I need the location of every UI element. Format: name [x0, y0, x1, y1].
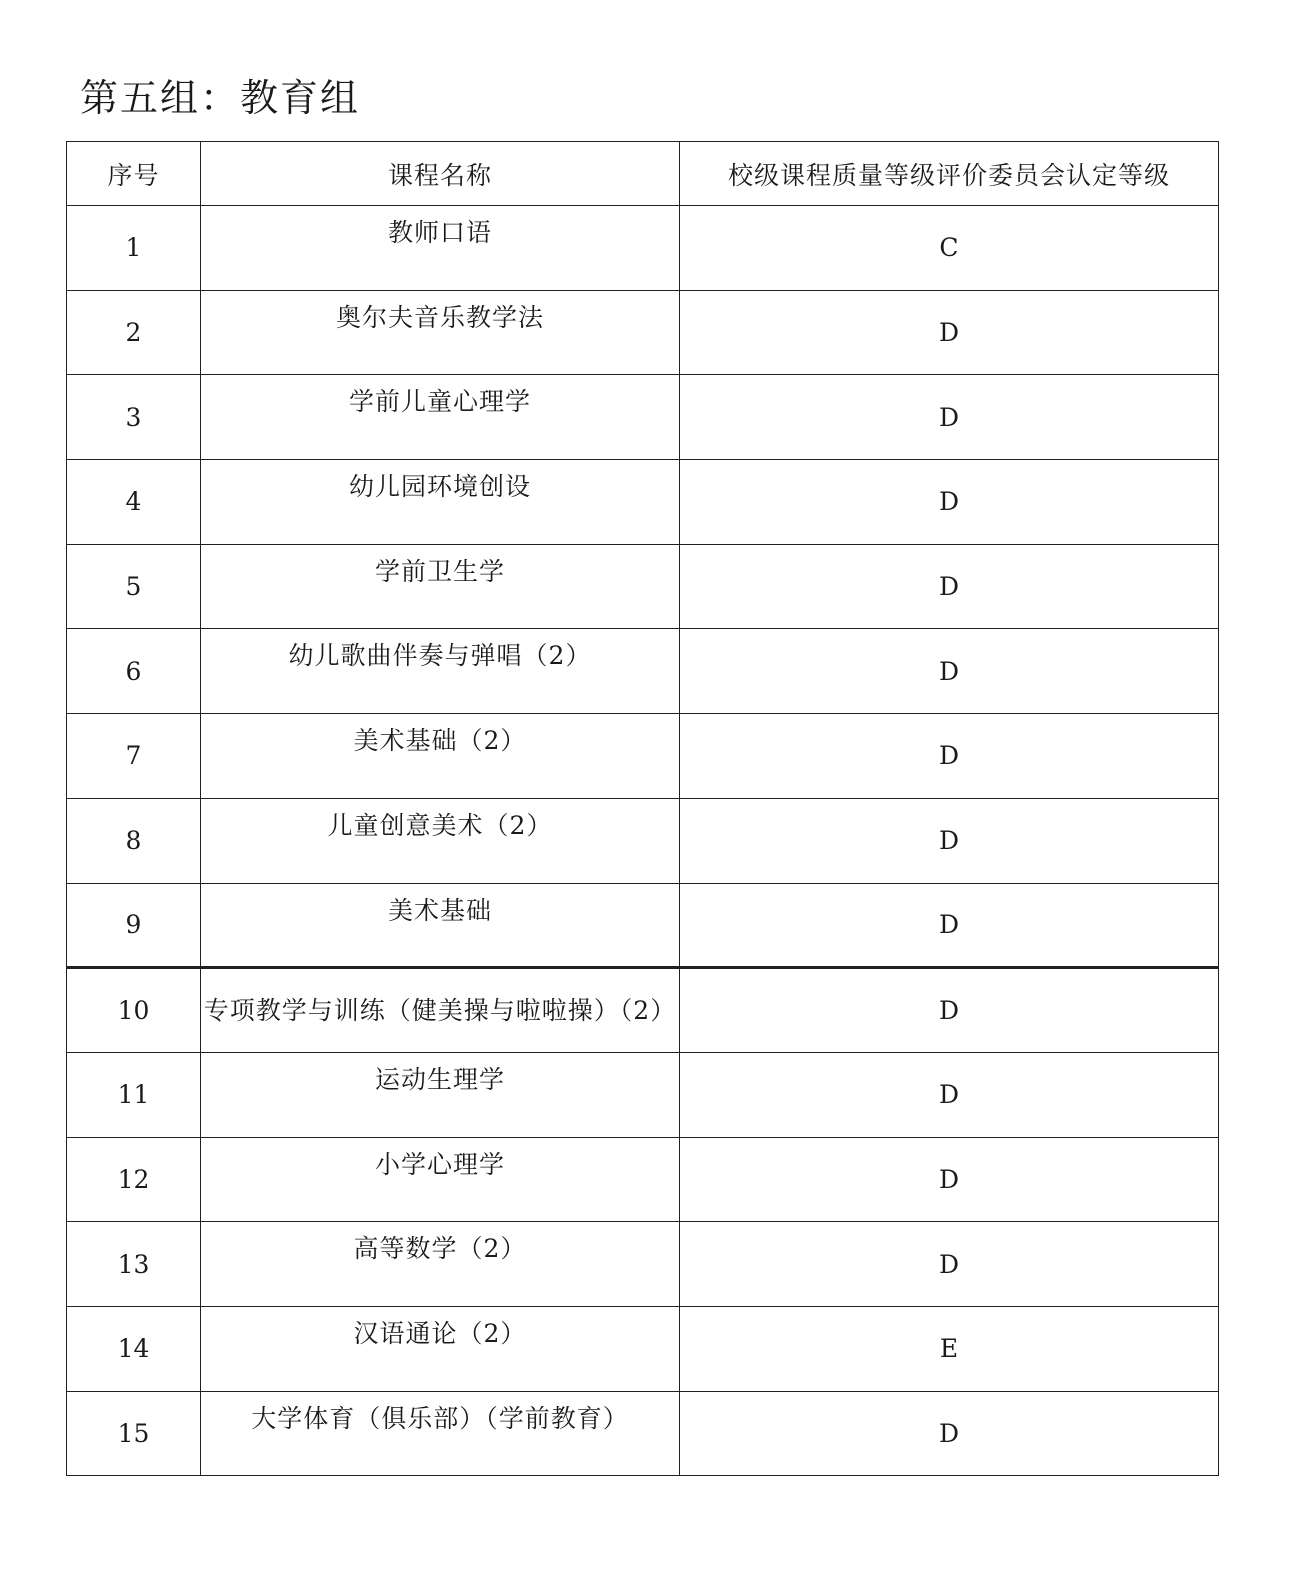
- row-index: 9: [67, 883, 201, 968]
- table-row: [67, 1391, 1219, 1476]
- header-index: 序号: [67, 142, 201, 206]
- row-grade: D: [680, 1052, 1219, 1137]
- row-grade: D: [680, 714, 1219, 799]
- table-row: [67, 883, 1219, 968]
- row-index: 12: [67, 1137, 201, 1222]
- table-row: [67, 290, 1219, 375]
- row-course-name: 高等数学（2）: [201, 1222, 680, 1307]
- row-course-name: 美术基础: [201, 883, 680, 968]
- table-row: [67, 206, 1219, 291]
- table-row: [67, 544, 1219, 629]
- row-course-name: 奥尔夫音乐教学法: [201, 290, 680, 375]
- row-index: 1: [67, 206, 201, 291]
- table-row: [67, 460, 1219, 545]
- row-grade: D: [680, 460, 1219, 545]
- table-header-row: [67, 142, 1219, 206]
- row-index: 7: [67, 714, 201, 799]
- row-course-name: 汉语通论（2）: [201, 1306, 680, 1391]
- row-grade: D: [680, 544, 1219, 629]
- row-course-name: 学前卫生学: [201, 544, 680, 629]
- row-grade: D: [680, 968, 1219, 1053]
- row-index: 11: [67, 1052, 201, 1137]
- table-row: [67, 1222, 1219, 1307]
- row-index: 10: [67, 968, 201, 1053]
- table-row: [67, 714, 1219, 799]
- row-index: 2: [67, 290, 201, 375]
- table-row: [67, 968, 1219, 1053]
- row-grade: D: [680, 1137, 1219, 1222]
- row-index: 8: [67, 798, 201, 883]
- row-course-name: 教师口语: [201, 206, 680, 291]
- row-index: 5: [67, 544, 201, 629]
- table-row: [67, 1306, 1219, 1391]
- row-index: 15: [67, 1391, 201, 1476]
- row-course-name: 美术基础（2）: [201, 714, 680, 799]
- row-index: 4: [67, 460, 201, 545]
- table-row: [67, 1137, 1219, 1222]
- page-title: 第五组：教育组: [80, 76, 361, 120]
- row-course-name: 儿童创意美术（2）: [201, 798, 680, 883]
- row-grade: E: [680, 1306, 1219, 1391]
- row-grade: D: [680, 375, 1219, 460]
- row-course-name: 运动生理学: [201, 1052, 680, 1137]
- header-course-name: 课程名称: [201, 142, 680, 206]
- row-grade: D: [680, 883, 1219, 968]
- table-row: [67, 629, 1219, 714]
- row-grade: D: [680, 290, 1219, 375]
- row-course-name: 大学体育（俱乐部）（学前教育）: [201, 1391, 680, 1476]
- row-course-name: 幼儿园环境创设: [201, 460, 680, 545]
- row-grade: D: [680, 798, 1219, 883]
- course-grade-table: [66, 141, 1219, 1476]
- header-grade: 校级课程质量等级评价委员会认定等级: [680, 142, 1219, 206]
- row-grade: D: [680, 1391, 1219, 1476]
- row-course-name: 幼儿歌曲伴奏与弹唱（2）: [201, 629, 680, 714]
- row-index: 6: [67, 629, 201, 714]
- table-row: [67, 1052, 1219, 1137]
- table-row: [67, 375, 1219, 460]
- row-grade: C: [680, 206, 1219, 291]
- row-course-name: 小学心理学: [201, 1137, 680, 1222]
- row-course-name: 专项教学与训练（健美操与啦啦操）（2）: [201, 968, 680, 1053]
- row-index: 13: [67, 1222, 201, 1307]
- row-grade: D: [680, 1222, 1219, 1307]
- row-grade: D: [680, 629, 1219, 714]
- row-index: 14: [67, 1306, 201, 1391]
- row-index: 3: [67, 375, 201, 460]
- row-course-name: 学前儿童心理学: [201, 375, 680, 460]
- table-row: [67, 798, 1219, 883]
